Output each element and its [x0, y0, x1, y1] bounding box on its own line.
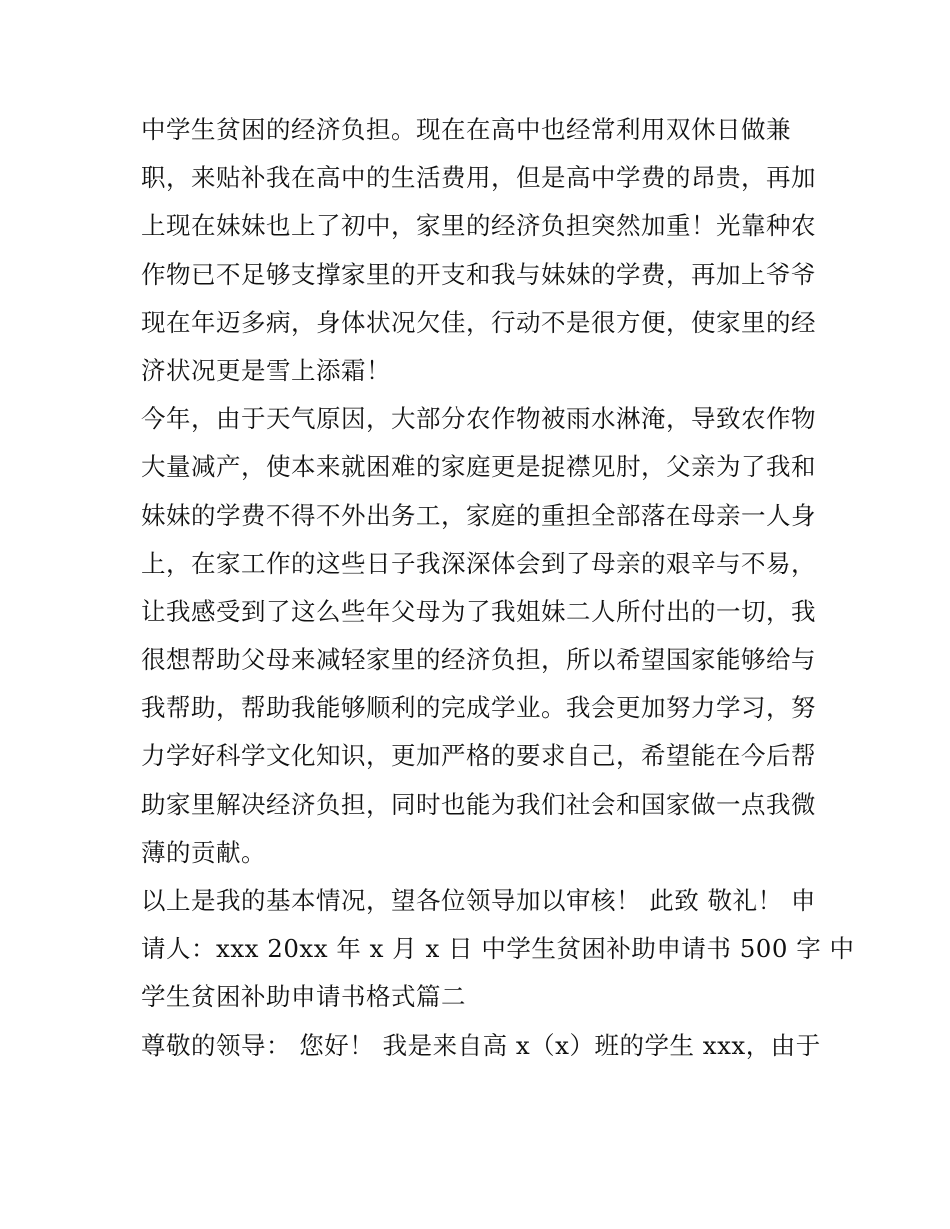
text-line: 薄的贡献。 — [141, 837, 266, 867]
text-line: 大量减产，使本来就困难的家庭更是捉襟见肘，父亲为了我和 — [141, 452, 816, 482]
text-line: 上现在妹妹也上了初中，家里的经济负担突然加重！光靠种农 — [141, 211, 816, 241]
text-line: 请人：xxx 20xx 年 x 月 x 日 中学生贫困补助申请书 500 字 中 — [141, 934, 855, 964]
text-line: 让我感受到了这么些年父母为了我姐妹二人所付出的一切，我 — [141, 596, 816, 626]
text-line: 很想帮助父母来减轻家里的经济负担，所以希望国家能够给与 — [141, 645, 816, 675]
text-line: 职，来贴补我在高中的生活费用，但是高中学费的昂贵，再加 — [141, 163, 816, 193]
text-line: 以上是我的基本情况，望各位领导加以审核！ 此致 敬礼！ 申 — [141, 886, 816, 915]
text-line: 中学生贫困的经济负担。现在在高中也经常利用双休日做兼 — [141, 115, 791, 144]
text-line: 济状况更是雪上添霜！ — [141, 355, 391, 385]
text-line: 学生贫困补助申请书格式篇二 — [141, 982, 466, 1012]
text-line: 妹妹的学费不得不外出务工，家庭的重担全部落在母亲一人身 — [141, 500, 816, 530]
text-line: 作物已不足够支撑家里的开支和我与妹妹的学费，再加上爷爷 — [141, 259, 816, 289]
text-line: 我帮助，帮助我能够顺利的完成学业。我会更加努力学习，努 — [141, 693, 816, 723]
text-line: 上，在家工作的这些日子我深深体会到了母亲的艰辛与不易， — [141, 548, 816, 578]
text-line: 力学好科学文化知识，更加严格的要求自己，希望能在今后帮 — [141, 741, 816, 771]
body-text — [141, 106, 855, 1070]
text-line: 现在年迈多病，身体状况欠佳，行动不是很方便，使家里的经 — [141, 307, 816, 337]
text-line: 尊敬的领导： 您好！ 我是来自高 x（x）班的学生 xxx，由于 — [141, 1030, 821, 1060]
text-line: 今年，由于天气原因，大部分农作物被雨水淋淹，导致农作物 — [141, 404, 816, 434]
text-line: 助家里解决经济负担，同时也能为我们社会和国家做一点我微 — [141, 789, 816, 819]
